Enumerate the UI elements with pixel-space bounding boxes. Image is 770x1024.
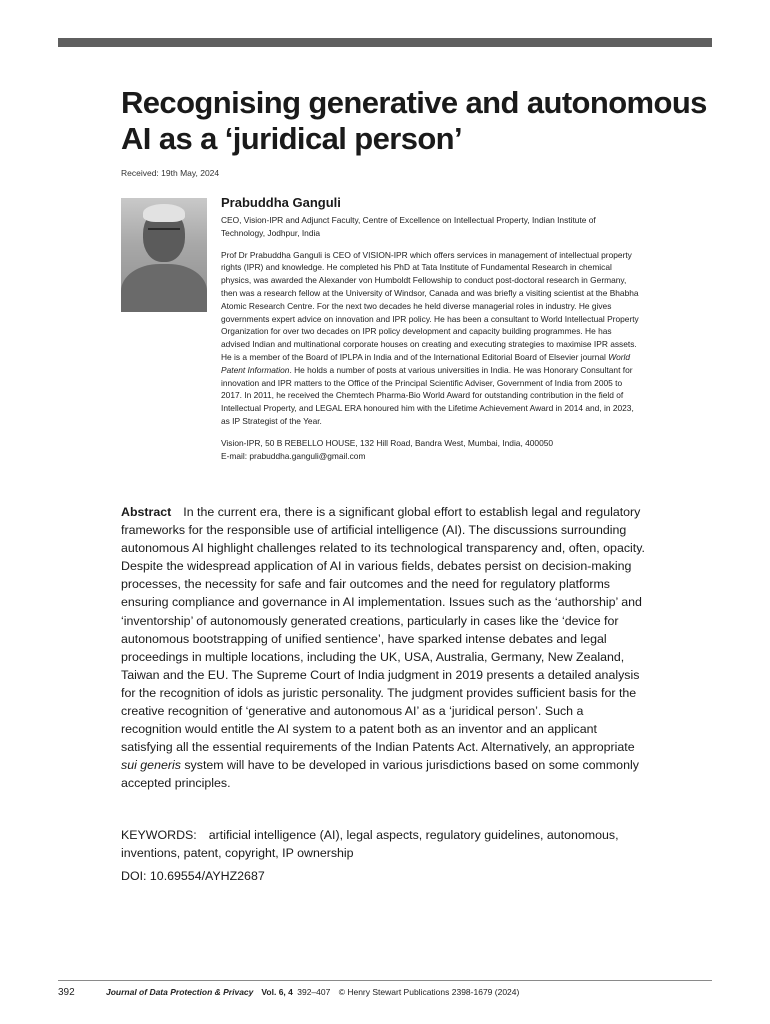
- author-bio: [221, 249, 641, 428]
- author-affiliation: CEO, Vision-IPR and Adjunct Faculty, Centre of Excellence on Intellectual Property, Indian Institute of Technology, Jodhpur, India: [221, 215, 596, 238]
- abstract: [121, 503, 647, 793]
- journal-volume: Vol. 6, 4: [261, 987, 293, 997]
- abstract-italic: sui generis: [121, 758, 181, 773]
- copyright: © Henry Stewart Publications 2398-1679 (2024): [338, 987, 520, 997]
- author-block: [221, 195, 641, 462]
- author-address: Vision-IPR, 50 B REBELLO HOUSE, 132 Hill Road, Bandra West, Mumbai, India, 400050: [221, 437, 554, 448]
- photo-glasses: [148, 228, 180, 238]
- author-bio-text-1: Prof Dr Prabuddha Ganguli is CEO of VISION-IPR which offers services in management of intellectual property rights (IPR) and knowledge. He completed his PhD at Tata Institute of Fundamental Research in chemical physics, was awarded the Alexander von Humboldt Fellowship to conduct post-doctoral research in Germany, then was a research fellow at the University of Windsor, Canada and was briefly a visiting scientist at the Bhabha Atomic Research Centre. For the next two decades he held diverse managerial roles in industry. He gives governments expert advice on innovation and IPR policy. He has been a consultant to World Intellectual Property Organization for over two decades on IPR policy development and capacity building programmes. He has advised Indian and multinational corporate houses on creating and executing strategies to maximise IPR assets. He is a member of the Board of IPLPA in India and of the International Editorial Board of Elsevier journal: [221, 249, 639, 362]
- keywords-label: KEYWORDS:: [121, 828, 197, 842]
- keywords-text: artificial intelligence (AI), legal aspects, regulatory guidelines, autonomous, inventions, patent, copyright, IP ownership: [121, 828, 619, 861]
- abstract-text-2: system will have to be developed in various jurisdictions based on some commonly accepted principles.: [121, 758, 639, 791]
- author-email[interactable]: E-mail: prabuddha.ganguli@gmail.com: [221, 450, 366, 461]
- top-rule-bar: [58, 38, 712, 47]
- abstract-text-1: In the current era, there is a significant global effort to establish legal and regulatory frameworks for the responsible use of artificial intelligence (AI). The discussions surrounding autonomous AI highlight challenges related to its technological transparency and, often, opacity. Despite the widespread application of AI in various fields, debates persist on decision-making processes, the necessity for safe and fair outcomes and the need for regulatory platforms ensuring compliance and governance in AI implementation. Issues such as the ‘authorship’ and ‘inventorship’ of autonomously generated creations, particularly in cases like the ‘device for autonomous bootstrapping of unified sentience’, have sparked intense debates and legal proceedings in multiple locations, including the UK, USA, Australia, Germany, New Zealand, Taiwan and the EU. The Supreme Court of India judgment in 2019 presents a detailed analysis for the recognition of idols as juristic personality. The judgment provides sufficient basis for the creative recognition of ‘generative and autonomous AI’ as a ‘juridical person’. Such a recognition would entitle the AI system to a patent both as an inventor and an applicant satisfying all the essential requirements of the Indian Patents Act. Alternatively, an appropriate: [121, 505, 645, 755]
- article-title: Recognising generative and autonomous AI as a ‘juridical person’: [121, 85, 707, 156]
- doi[interactable]: DOI: 10.69554/AYHZ2687: [121, 869, 265, 883]
- journal-name: Journal of Data Protection & Privacy: [106, 987, 254, 997]
- photo-hair: [143, 204, 185, 222]
- page-footer: [58, 987, 712, 998]
- journal-pages: 392–407: [297, 987, 331, 997]
- author-name: Prabuddha Ganguli: [221, 195, 341, 210]
- keywords: [121, 826, 647, 862]
- abstract-label: Abstract: [121, 505, 172, 519]
- photo-shoulders: [121, 264, 207, 312]
- received-date: Received: 19th May, 2024: [121, 168, 220, 178]
- author-photo: [121, 198, 207, 312]
- author-bio-journal: World Patent Information: [221, 351, 631, 375]
- footer-rule: [58, 980, 712, 981]
- author-bio-text-2: . He holds a number of posts at various universities in India. He was Honorary Consultant for innovation and IPR matters to the Office of the Principal Scientific Adviser, Government of India from 2005 to 2017. In 2011, he received the Chemtech Pharma-Bio World Award for outstanding contribution in the field of Intellectual Property, and LEGAL ERA honoured him with the Lifetime Achievement Award in 2014 and, in 2023, as IP Strategist of the Year.: [221, 364, 634, 426]
- page-number: 392: [58, 987, 75, 998]
